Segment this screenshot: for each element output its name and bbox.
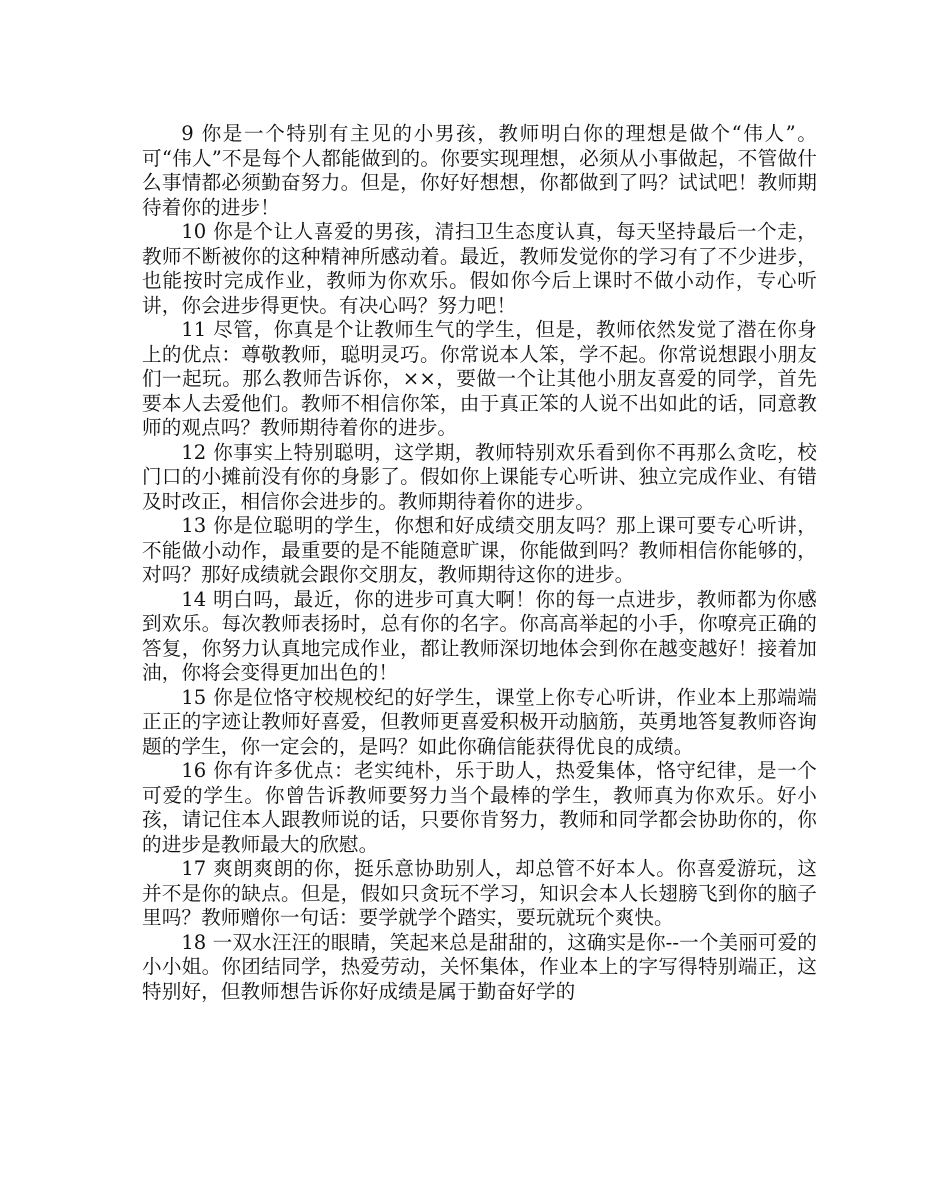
- paragraph-12: 12 你事实上特别聪明，这学期，教师特别欢乐看到你不再那么贪吃，校门口的小摊前没有你的身影了。假如你上课能专心听讲、独立完成作业、有错及时改正，相信你会进步的。教师期待着你的进步。: [142, 440, 817, 513]
- paragraph-16: 16 你有许多优点：老实纯朴，乐于助人，热爱集体，恪守纪律，是一个可爱的学生。你曾告诉教师要努力当个最棒的学生，教师真为你欢乐。好小孩，请记住本人跟教师说的话，只要你肯努力，教师和同学都会协助你的，你的进步是教师最大的欣慰。: [142, 759, 817, 856]
- paragraph-18: 18 一双水汪汪的眼睛，笑起来总是甜甜的，这确实是你--一个美丽可爱的小小姐。你团结同学，热爱劳动，关怀集体，作业本上的字写得特别端正，这特别好，但教师想告诉你好成绩是属于勤奋好学的: [142, 930, 817, 1003]
- paragraph-10: 10 你是个让人喜爱的男孩，清扫卫生态度认真，每天坚持最后一个走，教师不断被你的这种精神所感动着。最近，教师发觉你的学习有了不少进步，也能按时完成作业，教师为你欢乐。假如你今后上课时不做小动作，专心听讲，你会进步得更快。有决心吗？努力吧！: [142, 220, 817, 317]
- paragraph-14: 14 明白吗，最近，你的进步可真大啊！你的每一点进步，教师都为你感到欢乐。每次教师表扬时，总有你的名字。你高高举起的小手，你嘹亮正确的答复，你努力认真地完成作业，都让教师深切地体会到你在越变越好！接着加油，你将会变得更加出色的！: [142, 587, 817, 684]
- document-body: [142, 122, 817, 1004]
- paragraph-17: 17 爽朗爽朗的你，挺乐意协助别人，却总管不好本人。你喜爱游玩，这并不是你的缺点。但是，假如只贪玩不学习，知识会本人长翅膀飞到你的脑子里吗？教师赠你一句话：要学就学个踏实，要玩就玩个爽快。: [142, 857, 817, 929]
- paragraph-9: 9 你是一个特别有主见的小男孩，教师明白你的理想是做个“伟人”。可“伟人”不是每个人都能做到的。你要实现理想，必须从小事做起，不管做什么事情都必须勤奋努力。但是，你好好想想，你都做到了吗？试试吧！教师期待着你的进步！: [142, 122, 817, 219]
- paragraph-13: 13 你是位聪明的学生，你想和好成绩交朋友吗？那上课可要专心听讲，不能做小动作，最重要的是不能随意旷课，你能做到吗？教师相信你能够的，对吗？那好成绩就会跟你交朋友，教师期待这你的进步。: [142, 514, 817, 586]
- paragraph-11: 11 尽管，你真是个让教师生气的学生，但是，教师依然发觉了潜在你身上的优点：尊敬教师，聪明灵巧。你常说本人笨，学不起。你常说想跟小朋友们一起玩。那么教师告诉你，××，要做一个让其他小朋友喜爱的同学，首先要本人去爱他们。教师不相信你笨，由于真正笨的人说不出如此的话，同意教师的观点吗？教师期待着你的进步。: [142, 318, 817, 439]
- paragraph-15: 15 你是位恪守校规校纪的好学生，课堂上你专心听讲，作业本上那端端正正的字迹让教师好喜爱，但教师更喜爱积极开动脑筋，英勇地答复教师咨询题的学生，你一定会的，是吗？如此你确信能获得优良的成绩。: [142, 685, 817, 758]
